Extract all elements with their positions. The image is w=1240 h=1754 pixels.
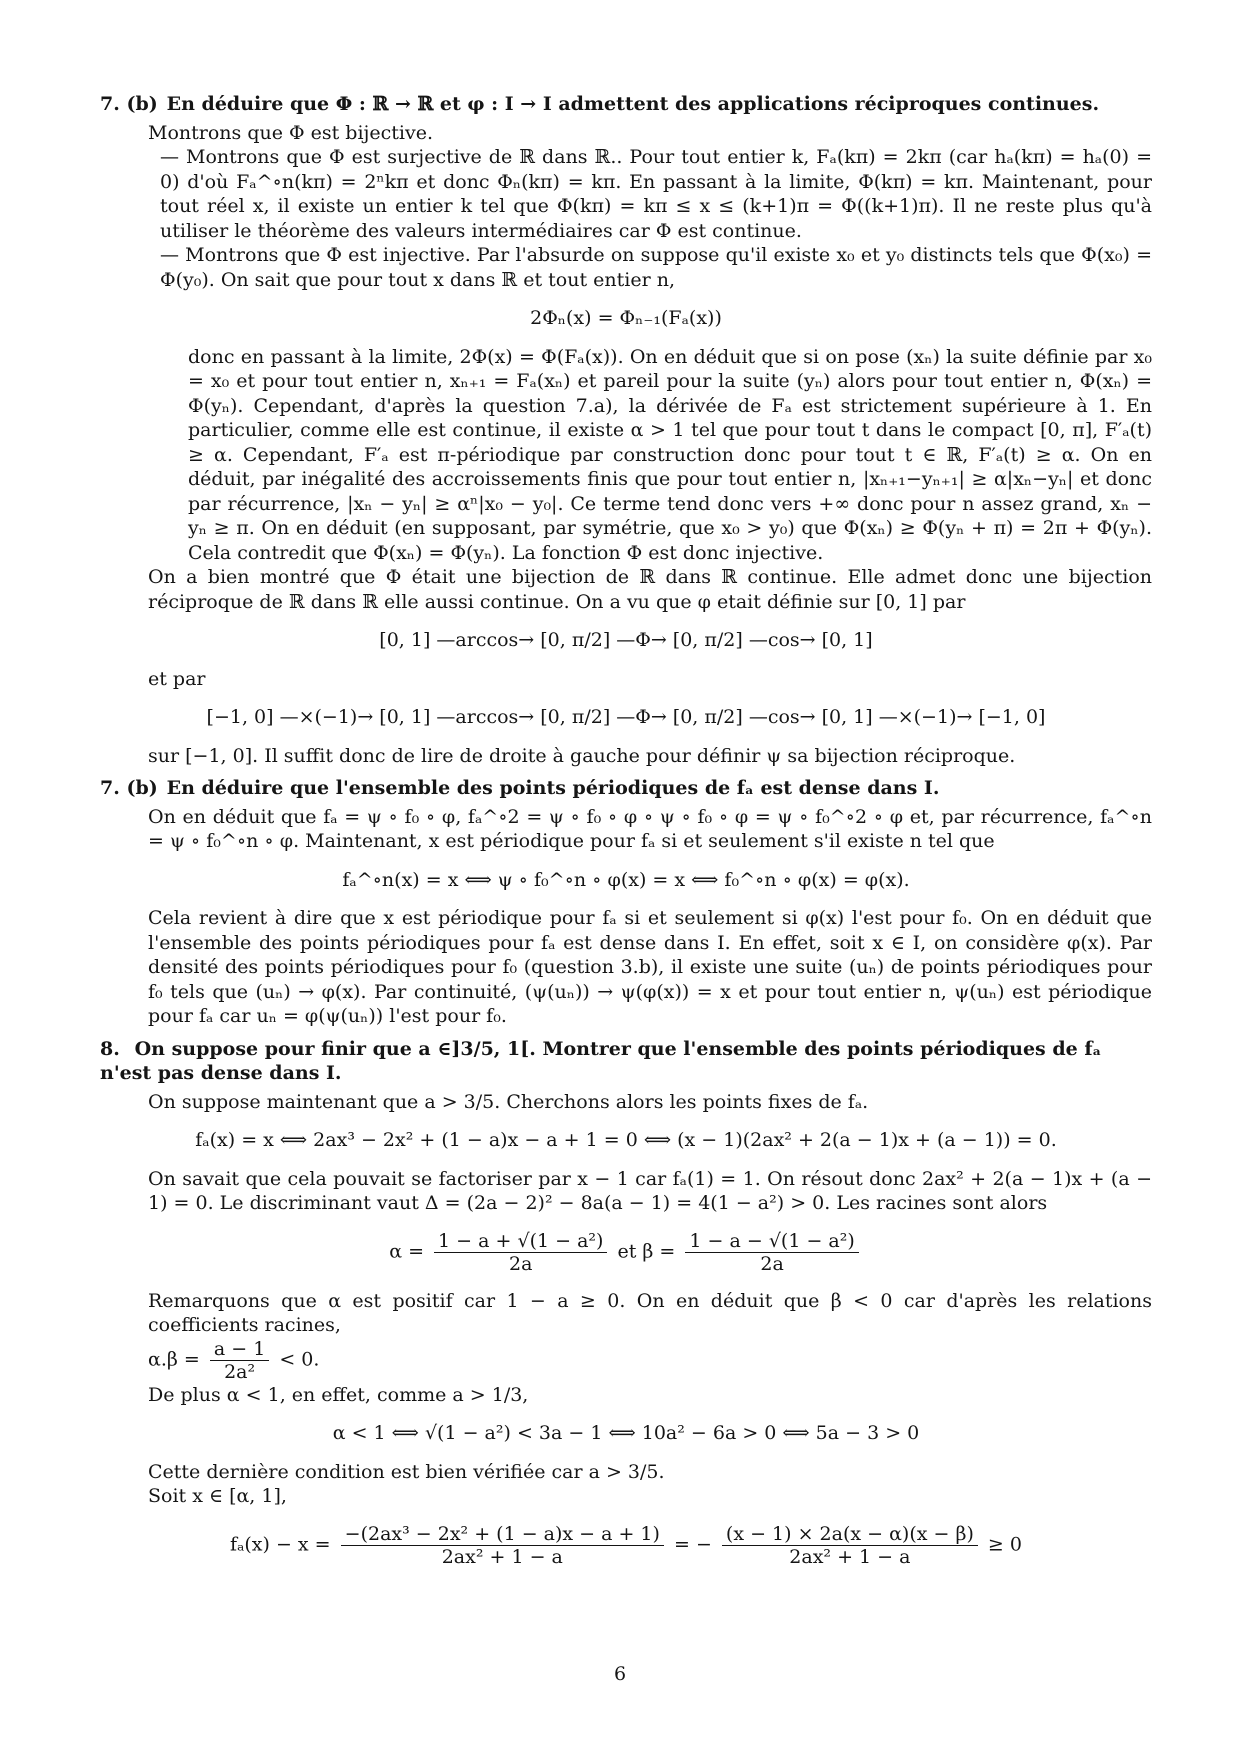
question-title: En déduire que l'ensemble des points périodiques de fₐ est dense dans I. — [166, 777, 940, 799]
final-denominator-1: 2ax² + 1 − a — [441, 1545, 563, 1568]
equation-phi-n: 2Φₙ(x) = Φₙ₋₁(Fₐ(x)) — [530, 307, 722, 329]
product-numerator: a − 1 — [210, 1338, 269, 1361]
q8-paragraph-5: Cette dernière condition est bien vérifiée car a > 3/5. — [148, 1460, 665, 1483]
beta-numerator: 1 − a − √(1 − a²) — [685, 1230, 858, 1253]
composition-chain-1: [0, 1] —arccos→ [0, π/2] —Φ→ [0, π/2] —cos→ [0, 1] — [379, 629, 873, 651]
final-formula — [100, 1523, 1152, 1568]
beta-denominator: 2a — [760, 1252, 784, 1275]
surjective-paragraph: — Montrons que Φ est surjective de ℝ dans ℝ.. Pour tout entier k, Fₐ(kπ) = 2kπ (car hₐ(kπ) = hₐ(0) = 0) d'où Fₐ^∘n(kπ) = 2ⁿkπ et donc Φₙ(kπ) = kπ. En passant à la limite, Φ(kπ) = kπ. Maintenant, pour tout réel x, il existe un entier k tel que Φ(kπ) = kπ ≤ x ≤ (k+1)π = Φ((k+1)π). Il ne reste plus qu'à utiliser le théorème des valeurs intermédiaires car Φ est continue. — [160, 146, 1152, 242]
product-denominator: 2a² — [224, 1360, 256, 1383]
end-paragraph: sur [−1, 0]. Il suffit donc de lire de droite à gauche pour définir ψ sa bijection réciproque. — [148, 744, 1016, 767]
periodic-paragraph-2: Cela revient à dire que x est périodique pour fₐ si et seulement si φ(x) l'est pour f₀. On en déduit que l'ensemble des points périodiques pour fₐ est dense dans I. En effet, soit x ∈ I, on considère φ(x). Par densité des points périodiques pour f₀ (question 3.b), il existe une suite (uₙ) de points périodiques pour f₀ tels que (uₙ) → φ(x). Par continuité, (ψ(uₙ)) → ψ(φ(x)) = x et pour tout entier n, ψ(uₙ) est périodique pour fₐ car uₙ = φ(ψ(uₙ)) l'est pour f₀. — [148, 907, 1152, 1027]
final-rhs: ≥ 0 — [987, 1533, 1022, 1555]
beta-fraction — [685, 1230, 858, 1275]
fixed-point-equation: fₐ(x) = x ⟺ 2ax³ − 2x² + (1 − a)x − a + 1 = 0 ⟺ (x − 1)(2ax² + 2(a − 1)x + (a − 1)) = 0. — [195, 1129, 1057, 1151]
final-numerator-2: (x − 1) × 2a(x − α)(x − β) — [722, 1523, 978, 1546]
question-number: 7. (b) — [100, 93, 158, 115]
q8-paragraph-3: Remarquons que α est positif car 1 − a ≥ 0. On en déduit que β < 0 car d'après les relations coefficients racines, — [148, 1289, 1152, 1336]
question-8-heading — [100, 1037, 1152, 1086]
product-lhs: α.β = — [148, 1348, 200, 1370]
product-fraction — [210, 1338, 269, 1383]
et-par-text: et par — [148, 667, 206, 690]
final-denominator-2: 2ax² + 1 − a — [789, 1545, 911, 1568]
final-mid: = − — [673, 1533, 712, 1555]
et-beta: et β = — [617, 1240, 676, 1262]
product-formula — [148, 1338, 1152, 1383]
question-number: 7. (b) — [100, 777, 158, 799]
question-7b-heading — [100, 92, 1152, 117]
question-title: En déduire que Φ : ℝ → ℝ et φ : I → I admettent des applications réciproques continues. — [166, 93, 1100, 115]
composition-chain-2: [−1, 0] —×(−1)→ [0, 1] —arccos→ [0, π/2] —Φ→ [0, π/2] —cos→ [0, 1] —×(−1)→ [−1, 0] — [206, 706, 1046, 728]
q8-paragraph-6: Soit x ∈ [α, 1], — [148, 1485, 287, 1507]
q8-paragraph-2: On savait que cela pouvait se factoriser par x − 1 car fₐ(1) = 1. On résout donc 2ax² + 2(a − 1)x + (a − 1) = 0. Le discriminant vaut Δ = (2a − 2)² − 8a(a − 1) = 4(1 − a²) > 0. Les racines sont alors — [148, 1167, 1152, 1214]
question-number: 8. — [100, 1037, 120, 1060]
alpha-inequality: α < 1 ⟺ √(1 − a²) < 3a − 1 ⟺ 10a² − 6a > 0 ⟺ 5a − 3 > 0 — [332, 1422, 920, 1444]
final-lhs: fₐ(x) − x = — [230, 1533, 331, 1555]
page-number: 6 — [613, 1663, 627, 1685]
alpha-fraction — [434, 1230, 607, 1275]
conclusion-paragraph: On a bien montré que Φ était une bijection de ℝ dans ℝ continue. Elle admet donc une bijection réciproque de ℝ dans ℝ elle aussi continue. On a vu que φ etait définie sur [0, 1] par — [148, 566, 1152, 613]
roots-formula — [100, 1230, 1152, 1275]
question-7b2-heading — [100, 776, 1152, 801]
question-title: On suppose pour finir que a ∈]3/5, 1[. Montrer que l'ensemble des points périodiques de fₐ n'est pas dense dans I. — [100, 1037, 1102, 1084]
alpha-denominator: 2a — [509, 1252, 533, 1275]
injective-proof: donc en passant à la limite, 2Φ(x) = Φ(Fₐ(x)). On en déduit que si on pose (xₙ) la suite définie par x₀ = x₀ et pour tout entier n, xₙ₊₁ = Fₐ(xₙ) et pareil pour la suite (yₙ) alors pour tout entier n, Φ(xₙ) = Φ(yₙ). Cependant, d'après la question 7.a), la dérivée de Fₐ est strictement supérieure à 1. En particulier, comme elle est continue, il existe α > 1 tel que pour tout t dans le compact [0, π], F′ₐ(t) ≥ α. Cependant, F′ₐ est π-périodique par construction donc pour tout t ∈ ℝ, F′ₐ(t) ≥ α. On en déduit, par inégalité des accroissements finis que pour tout entier n, |xₙ₊₁−yₙ₊₁| ≥ α|xₙ−yₙ| et donc par récurrence, |xₙ − yₙ| ≥ αⁿ|x₀ − y₀|. Ce terme tend donc vers +∞ donc pour n assez grand, xₙ − yₙ ≥ π. On en déduit (en supposant, par symétrie, que x₀ > y₀) que Φ(xₙ) ≥ Φ(yₙ + π) = 2π + Φ(yₙ). Cela contredit que Φ(xₙ) = Φ(yₙ). La fonction Φ est donc injective. — [188, 345, 1152, 564]
final-fraction-2 — [722, 1523, 978, 1568]
final-numerator-1: −(2ax³ − 2x² + (1 − a)x − a + 1) — [341, 1523, 664, 1546]
intro-text: Montrons que Φ est bijective. — [148, 121, 434, 144]
injective-paragraph: — Montrons que Φ est injective. Par l'absurde on suppose qu'il existe x₀ et y₀ distincts tels que Φ(x₀) = Φ(y₀). On sait que pour tout x dans ℝ et tout entier n, — [160, 244, 1152, 291]
product-rhs: < 0. — [279, 1348, 320, 1370]
alpha-numerator: 1 − a + √(1 − a²) — [434, 1230, 607, 1253]
alpha-lhs: α = — [389, 1240, 424, 1262]
periodic-equation: fₐ^∘n(x) = x ⟺ ψ ∘ f₀^∘n ∘ φ(x) = x ⟺ f₀^∘n ∘ φ(x) = φ(x). — [342, 868, 910, 891]
q8-paragraph-1: On suppose maintenant que a > 3/5. Cherchons alors les points fixes de fₐ. — [148, 1090, 869, 1113]
q8-paragraph-4: De plus α < 1, en effet, comme a > 1/3, — [148, 1383, 529, 1406]
periodic-paragraph-1: On en déduit que fₐ = ψ ∘ f₀ ∘ φ, fₐ^∘2 = ψ ∘ f₀ ∘ φ ∘ ψ ∘ f₀ ∘ φ = ψ ∘ f₀^∘2 ∘ φ et, par récurrence, fₐ^∘n = ψ ∘ f₀^∘n ∘ φ. Maintenant, x est périodique pour fₐ si et seulement s'il existe n tel que — [148, 805, 1152, 852]
content — [100, 86, 1152, 1582]
final-fraction-1 — [341, 1523, 664, 1568]
